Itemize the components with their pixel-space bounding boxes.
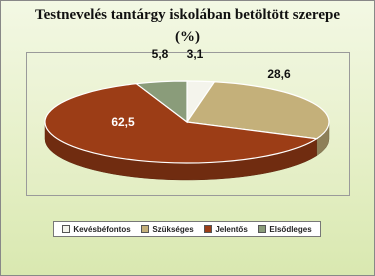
legend-swatch <box>62 225 70 233</box>
legend-label: Kevésbéfontos <box>73 224 131 234</box>
legend <box>53 221 321 237</box>
chart-title: Testnevelés tantárgy iskolában betöltött szerepe <box>35 7 340 23</box>
data-label-kevésbéfontos: 3,1 <box>186 47 204 61</box>
legend-label: Szükséges <box>152 224 194 234</box>
legend-label: Elsődleges <box>269 224 312 234</box>
legend-item-szükséges <box>141 225 193 234</box>
data-label-elsődleges: 5,8 <box>151 47 169 61</box>
legend-label: Jelentős <box>215 224 248 234</box>
legend-item-kevésbéfontos <box>62 225 130 234</box>
pie-top-faces <box>45 81 329 163</box>
legend-swatch <box>258 225 266 233</box>
chart-title-unit: (%) <box>175 29 200 45</box>
legend-swatch <box>204 225 212 233</box>
legend-swatch <box>141 225 149 233</box>
data-label-szükséges: 28,6 <box>267 67 291 81</box>
legend-item-jelentős <box>204 225 247 234</box>
data-label-jelentős: 62,5 <box>111 115 135 129</box>
legend-item-elsődleges <box>258 225 311 234</box>
